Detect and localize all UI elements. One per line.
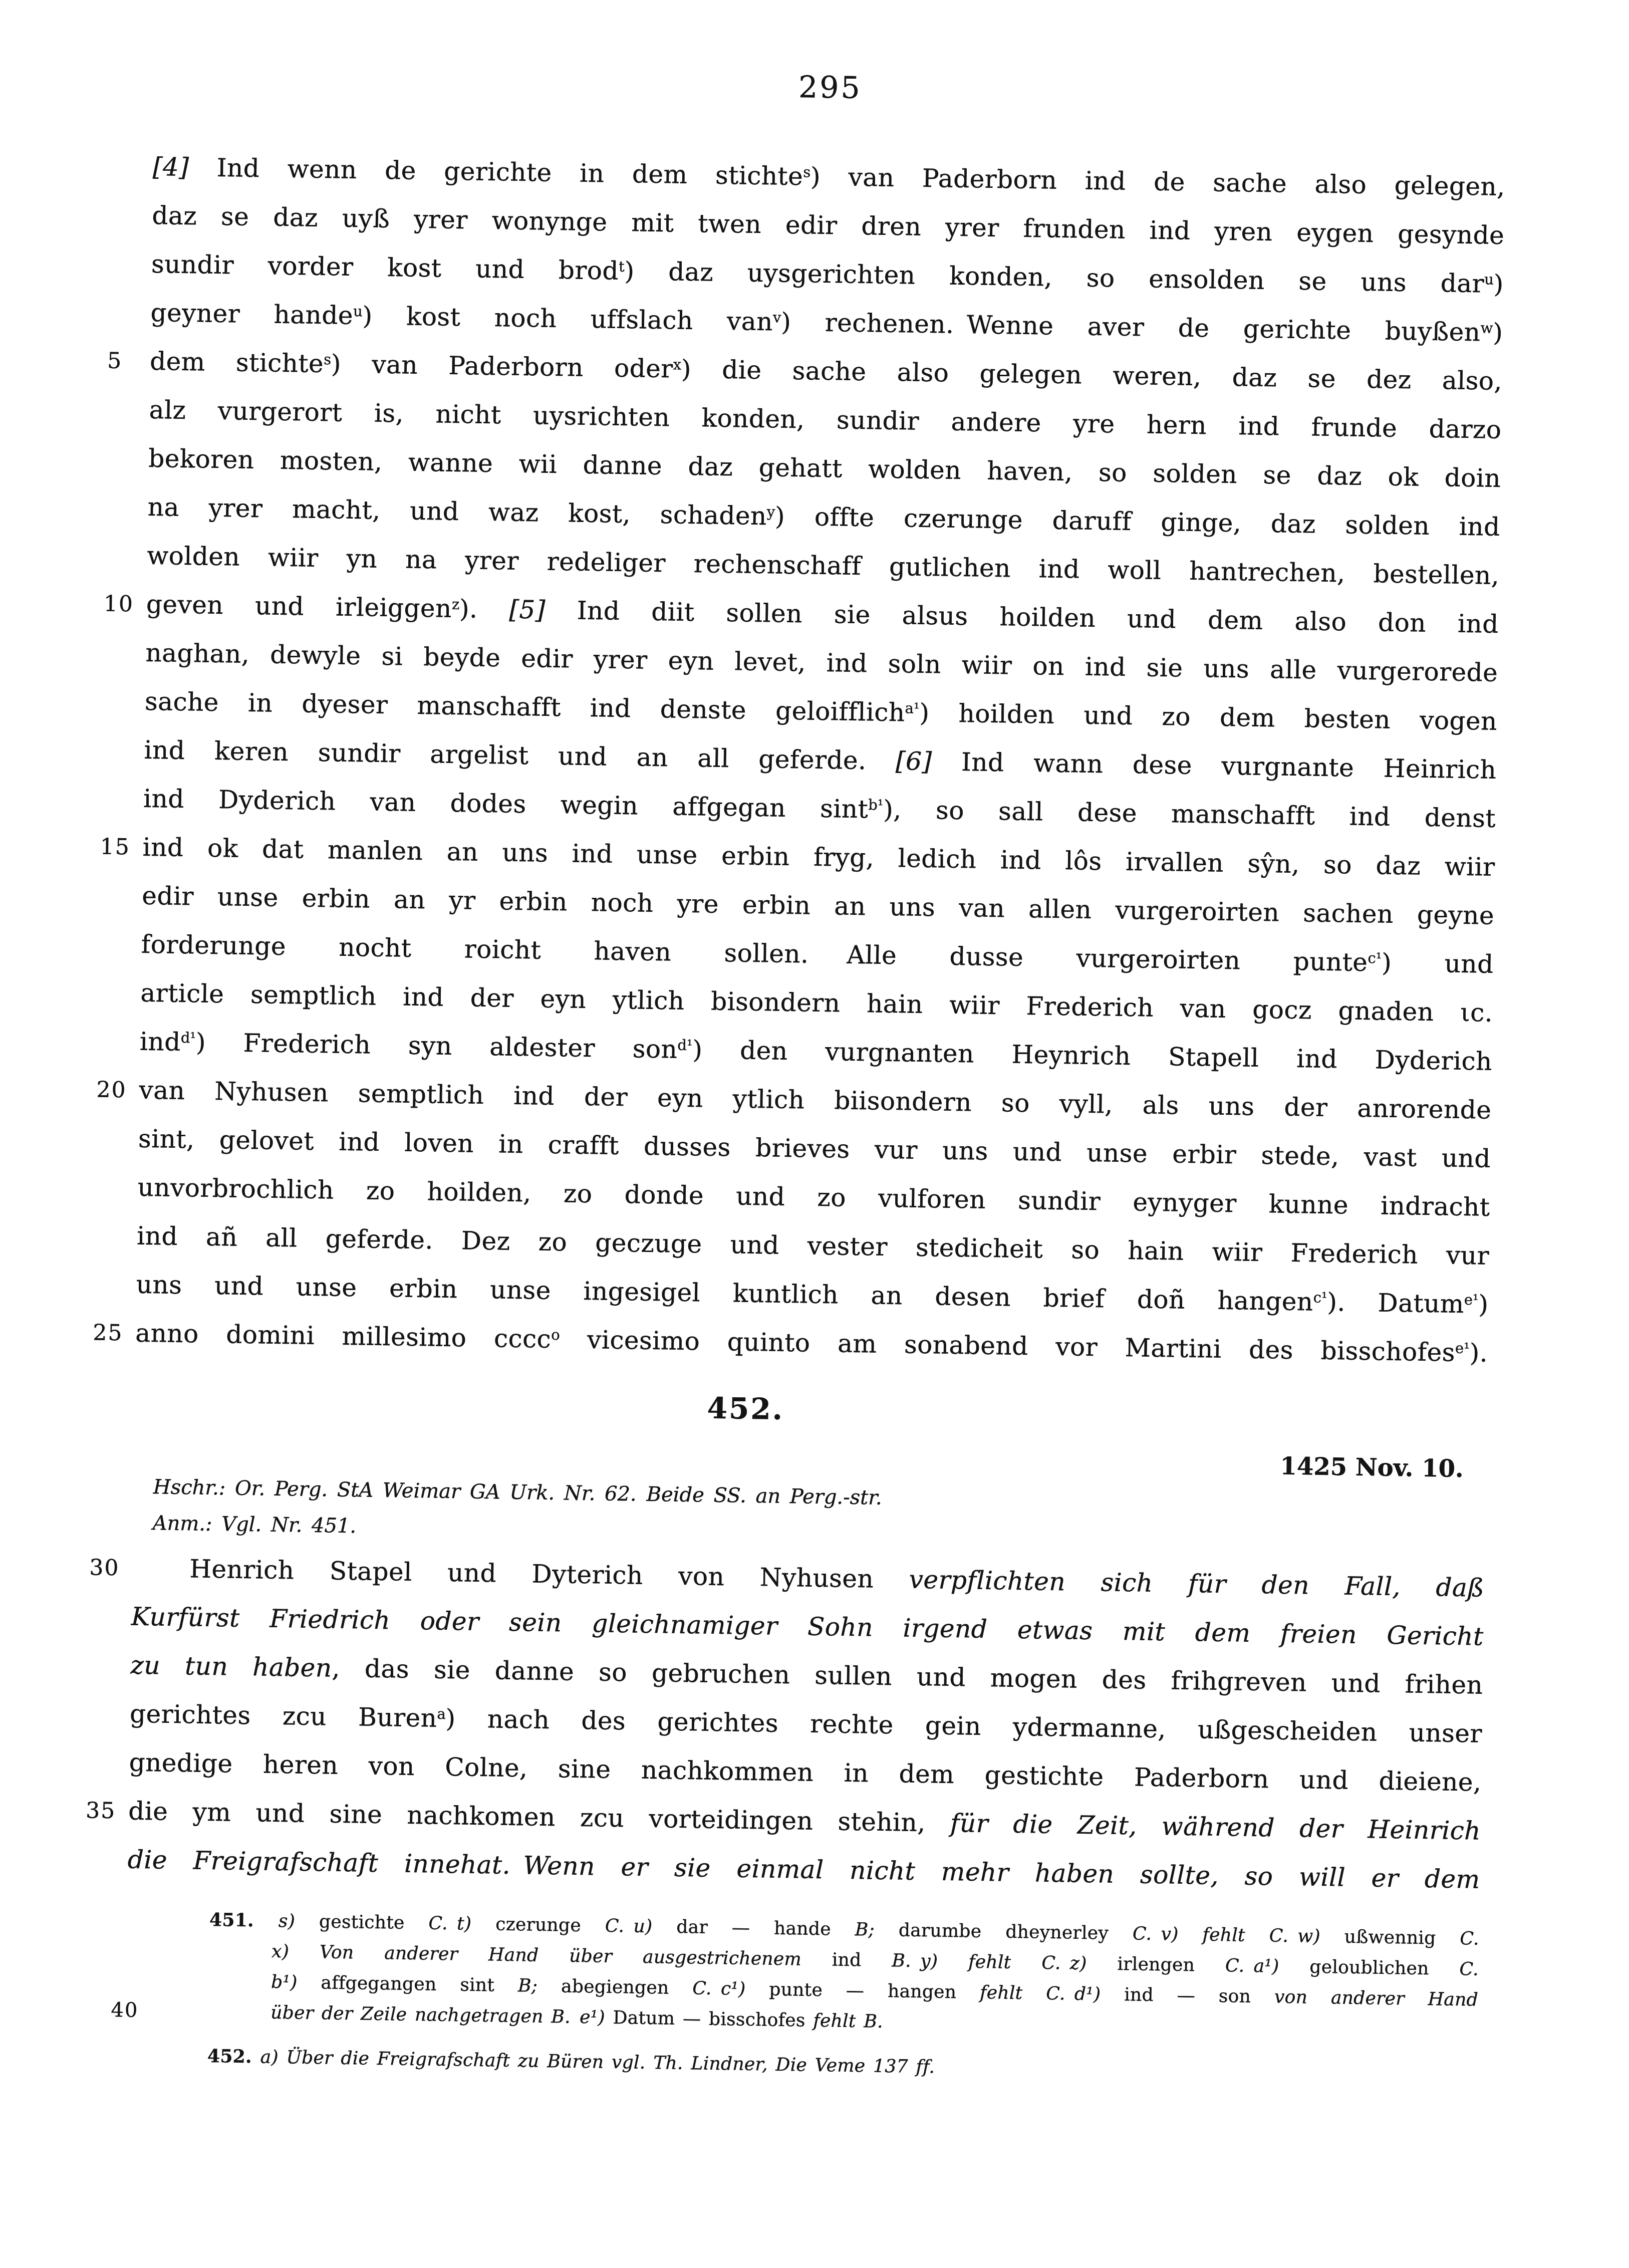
text-segment: van Nyhusen semptlich ind der eyn ytlich biisondern so vyll, als uns der anrorende [139,1075,1492,1125]
regest [85,1544,1485,1904]
text-segment: ind — son [1124,1984,1275,2007]
text-segment: gerichtes zcu Buren [129,1699,437,1733]
text-segment: Datum — bisschofes [613,2007,813,2031]
text-segment: affgegangen sint [321,1972,518,1996]
text-segment: C. [428,1913,448,1934]
footnote-marker: s [803,163,811,181]
text-segment [711,1978,721,1999]
text-segment [571,2007,580,2028]
text-segment: u) [633,1916,677,1937]
text-segment: fehlt C. [979,1982,1065,2004]
text-segment: edir unse erbin an yr erbin noch yre erbin an uns van allen vurgeroirten sachen geyne [141,881,1495,930]
main-text [93,143,1506,1378]
footnote-marker: x [673,356,682,373]
text-segment: von anderer Hand [1274,1986,1479,2010]
text-segment: anno domini millesimo cccc [135,1318,552,1354]
text-segment: Ind wann dese vurgnante Heinrich [932,747,1497,785]
text-segment: sache in dyeser manschafft ind denste geloifflich [144,686,905,727]
text-segment: B; [855,1919,899,1941]
text-segment: geloublichen [1309,1956,1460,1980]
footnotes-452 [207,2041,1478,2091]
text-segment: geven und irleiggen [146,589,452,623]
margin-line-number: 35 [85,1798,116,1824]
text-segment [1244,1956,1254,1976]
margin-line-number: 40 [111,1998,139,2022]
text-segment [1060,1953,1070,1973]
text-segment [1288,1926,1298,1946]
text-segment: ) und [1381,948,1494,979]
text-segment: irlengen [1117,1953,1226,1976]
footnote-marker: e¹ [1464,1291,1479,1309]
text-segment: ) Frederich syn aldester son [195,1028,678,1064]
text-segment: [4] [152,152,189,182]
text-segment: ) den vurgnanten Heynrich Stapell ind Dyderich [692,1035,1493,1076]
text-segment: die ym und sine nachkomen zcu vorteidingen stehin, [128,1796,951,1838]
page-content [85,60,1507,2078]
text-segment: b¹) [270,1971,321,1993]
margin-line-number: 15 [100,834,131,860]
text-segment: ind keren sundir argelist und an all geferde. [144,735,896,776]
footnote-marker: d¹ [180,1029,196,1047]
entry-date: 1425 Nov. 10. [1280,1452,1464,1483]
footnote-marker: w [1480,319,1493,337]
text-segment: article semptlich ind der eyn ytlich bisondern hain wiir Frederich van gocz gnaden ιc. [140,978,1493,1028]
text-segment: ) [1478,1290,1489,1319]
text-segment: C. [1459,1959,1479,1980]
text-segment [1152,1924,1161,1944]
text-segment: fehlt B. [813,2010,884,2033]
text-segment: ind [832,1949,892,1971]
text-segment: unvorbrochlich zo hoilden, zo donde und zo vulforen sundir eynyger kunne indracht [137,1172,1490,1222]
text-segment: B; [517,1975,562,1997]
text-segment: z) [1069,1953,1118,1974]
text-segment: ) daz uysgerichten konden, so ensolden se uns dar [624,256,1485,299]
text-segment: uns und unse erbin unse ingesigel kuntlich an desen brief doñ hangen [136,1270,1314,1317]
text-segment: über der Zeile nachgetragen B. [270,2002,571,2028]
text-segment: ) rechenen. Wenne aver de gerichte buyßen [780,307,1481,347]
text-segment: wolden wiir yn na yrer redeliger rechenschaff gutlichen ind woll hantrechen, bestellen, [147,541,1500,590]
text-segment: s) [278,1911,320,1932]
footnotes-451 [111,1905,1480,2046]
text-segment: ) nach des gerichtes rechte gein ydermanne, ußgescheiden unser [445,1703,1483,1748]
text-segment: für die Zeit, während der Heinrich [950,1808,1481,1846]
text-segment: daz se daz uyß yrer wonynge mit twen edir dren yrer frunden ind yren eygen gesynde [152,200,1505,250]
text-segment: Henrich Stapel und Dyterich von Nyhusen [189,1554,910,1594]
text-segment: bekoren mosten, wanne wii danne daz gehatt wolden haven, so solden se daz ok doin [148,443,1501,493]
text-segment: abegiengen [561,1976,693,1999]
footnote-marker: a¹ [905,699,920,717]
footnote-marker: o [551,1326,560,1344]
entry-source-line: Hschr.: Or. Perg. StA Weimar GA Urk. Nr. 62. Beide SS. an Perg.-str. [153,1475,883,1509]
text-segment: t) [456,1913,496,1935]
text-segment: Kurfürst Friedrich oder sein gleichnamiger Sohn irgend etwas mit dem freien Gericht [131,1602,1484,1651]
footnote-marker: b¹ [868,796,884,814]
text-segment: B. [892,1950,912,1971]
text-segment: gestichte [319,1911,429,1934]
text-segment: ) die sache also gelegen weren, daz se dez also, [681,354,1503,396]
text-segment: d¹) [1074,1983,1125,2005]
text-segment: ind ok dat manlen an uns ind unse erbin fryg, ledich ind lôs irvallen sŷn, so daz wiir [142,832,1495,882]
text-segment: c¹) [720,1978,769,2000]
text-segment: ind Dyderich van dodes wegin affgegan sint [143,784,869,824]
text-segment: ) van Paderborn ind de sache also gelegen, [810,162,1506,202]
margin-line-number: 20 [96,1077,127,1103]
text-segment: ) hoilden und zo dem besten vogen [919,698,1498,736]
margin-line-number: 30 [89,1555,120,1581]
text-segment: [5] [509,595,546,625]
text-segment: ind [139,1027,181,1057]
margin-line-number: 10 [103,591,134,617]
text-segment: dem stichte [149,346,324,379]
text-segment: y) fehlt C. [920,1951,1061,1974]
text-segment: sint, gelovet ind loven in crafft dusses brieves vur uns und unse erbir stede, vast und [138,1124,1491,1173]
text-segment: ) kost noch uffslach van [362,301,773,337]
text-line [207,2041,1478,2091]
text-segment: 452. [207,2046,261,2068]
text-segment: 451. [209,1909,279,1932]
text-segment: a) Über die Freigrafschaft zu Büren vgl. Th. Lindner, Die Veme 137 ff. [260,2047,935,2078]
footnote-marker: e¹ [1455,1339,1470,1357]
text-segment: forderunge nocht roicht haven sollen. Alle dusse vurgeroirten punte [141,929,1368,977]
text-segment: ußwennig [1344,1926,1460,1949]
text-segment: C. [1132,1923,1152,1944]
text-segment: C. [1460,1928,1480,1949]
page-number: 295 [798,70,863,106]
text-segment: verpflichten sich für den Fall, daß [909,1565,1485,1603]
text-segment: naghan, dewyle si beyde edir yrer eyn levet, ind soln wiir on ind sie uns alle vurgerorede [145,638,1498,687]
margin-line-number: 25 [93,1320,123,1346]
footnote-marker: s [324,351,332,368]
text-segment: dar — hande [676,1916,856,1940]
text-segment: ). [1469,1338,1488,1368]
entry-heading-number: 452. [707,1391,784,1426]
text-segment: ) offte czerunge daruff ginge, daz solden ind [774,501,1501,542]
footnote-marker: c¹ [1313,1289,1327,1307]
text-segment: czerunge [495,1914,606,1936]
text-segment: ind añ all geferde. Dez zo geczuge und vester stedicheit so hain wiir Frederich vur [136,1221,1490,1271]
text-segment: na yrer macht, und waz kost, schaden [147,492,767,531]
text-segment: zu tun haben [130,1650,333,1683]
footnote-marker: a [437,1705,446,1723]
footnote-marker: u [1484,271,1494,288]
text-segment: C. [692,1978,712,1999]
text-segment: ), so sall dese manschafft ind denst [883,795,1496,833]
text-segment: punte — hangen [769,1979,980,2003]
footnote-marker: v [772,309,781,326]
text-segment: gnedige heren von Colne, sine nachkommen in dem gestichte Paderborn und dieiene, [129,1747,1482,1797]
text-segment: ). Datum [1327,1288,1465,1319]
text-segment: die Freigrafschaft innehat. Wenn er sie einmal nicht mehr haben sollte, so will er dem [127,1845,1480,1894]
text-segment: C. [1225,1955,1245,1976]
text-segment: ) [1493,269,1504,299]
text-segment [1065,1983,1074,2004]
text-segment: sundir vorder kost und brod [151,249,619,286]
text-segment: Ind wenn de gerichte in dem stichte [188,153,803,191]
text-segment [448,1913,457,1934]
text-segment: vicesimo quinto am sonabend vor Martini des bisschofes [560,1325,1456,1367]
text-segment: ). [459,594,509,624]
text-segment: Ind diit sollen sie alsus hoilden und dem also don ind [545,595,1499,639]
text-segment: , das sie danne so gebruchen sullen und mogen des frihgreven und frihen [332,1653,1483,1700]
text-segment: C. [605,1915,625,1937]
text-segment: e¹) [579,2007,613,2029]
text-segment: ) van Paderborn oder [331,349,674,384]
text-segment: w) [1297,1926,1345,1947]
text-segment [911,1951,921,1971]
footnote-marker: d¹ [677,1036,693,1054]
text-segment: a¹) [1253,1955,1310,1977]
text-segment: darumbe dheynerley [898,1920,1133,1944]
footnote-marker: u [353,303,363,320]
text-segment [624,1916,634,1936]
footnote-marker: y [766,503,775,521]
entry-note-line: Anm.: Vgl. Nr. 451. [152,1511,357,1538]
margin-line-number: 5 [107,348,123,374]
text-segment: geyner hande [150,298,354,330]
footnote-marker: z [451,595,460,613]
text-segment: alz vurgerort is, nicht uysrichten konden, sundir andere yre hern ind frunde darzo [149,395,1502,444]
text-segment: [6] [895,746,932,777]
footnote-marker: c¹ [1368,949,1382,967]
text-segment: x) Von anderer Hand über ausgestrichenem [271,1941,833,1970]
text-segment: ) [1492,318,1503,347]
footnote-marker: t [618,258,625,276]
text-segment: v) fehlt C. [1161,1924,1289,1946]
